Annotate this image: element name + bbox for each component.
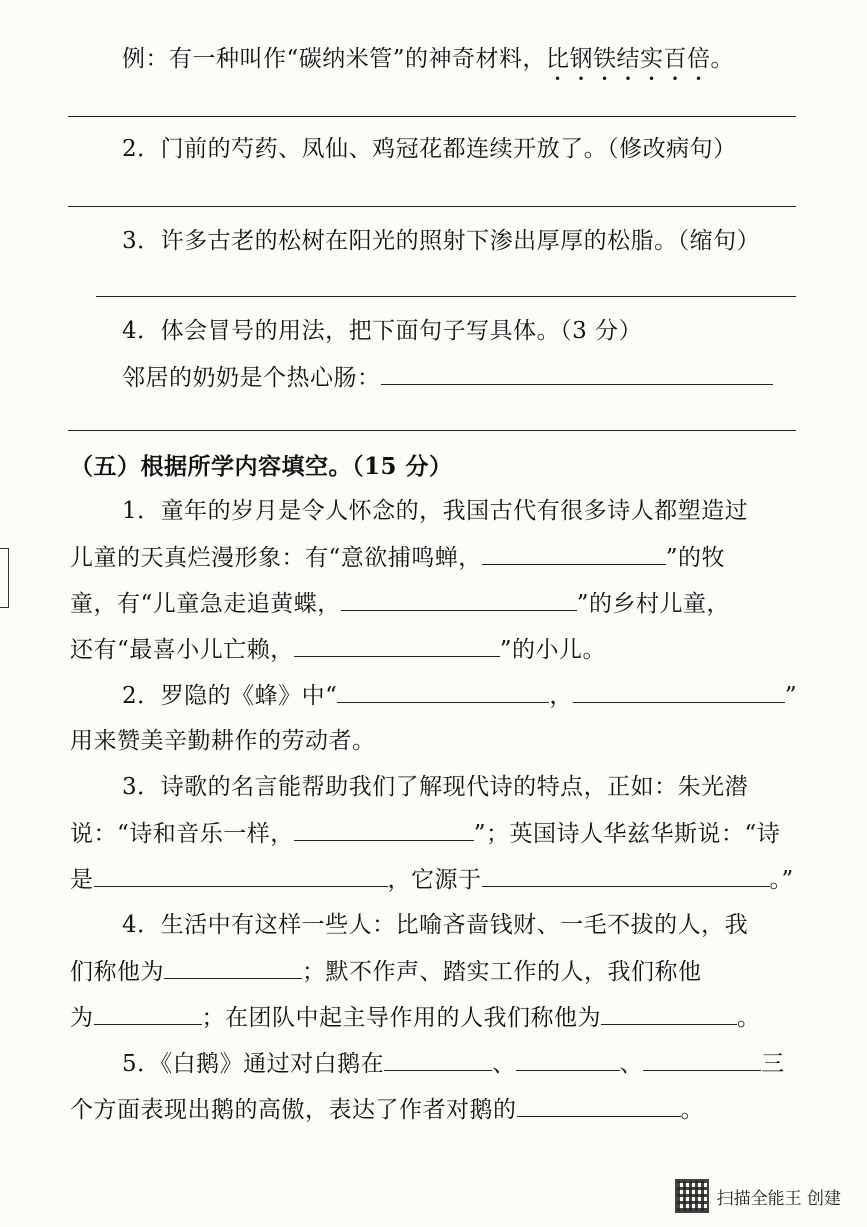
scanner-app-label: 扫描全能王 创建 [716,1188,841,1209]
example-sentence [122,44,734,86]
example-end: 。 [710,46,735,72]
question-4-4: 4．体会冒号的用法，把下面句子写具体。（3 分） [122,318,643,344]
answer-blank[interactable] [94,1002,202,1025]
q5-3-line2 [70,818,780,849]
text-segment: 。” [769,867,794,893]
text-segment: 个方面表现出鹅的高傲，表达了作者对鹅的 [70,1097,517,1123]
question-4-3: 3．许多古老的松树在阳光的照射下渗出厚厚的松脂。（缩句） [122,228,761,254]
q5-3-line3 [70,864,794,895]
text-segment: ”的乡村儿童， [576,591,731,617]
prompt-text: 邻居的奶奶是个热心肠： [122,365,381,391]
q5-5-line1 [122,1048,785,1079]
answer-blank[interactable] [94,864,388,887]
answer-blank[interactable] [482,864,770,887]
q5-4-line3 [70,1002,761,1033]
text-segment: 童，有“儿童急走追黄蝶， [70,591,341,617]
text-segment: 三 [761,1051,785,1077]
answer-line[interactable] [96,296,796,297]
answer-line[interactable] [68,116,796,117]
answer-blank[interactable] [294,818,474,841]
text-segment: 、 [492,1051,516,1077]
text-segment: ”的小儿。 [499,637,607,663]
q5-3-line1: 3．诗歌的名言能帮助我们了解现代诗的特点，正如：朱光潜 [122,774,749,800]
text-segment: 5．《白鹅》通过对白鹅在 [122,1051,385,1077]
text-segment: 、 [619,1051,644,1077]
answer-blank[interactable] [517,1094,681,1117]
question-4-4-prompt [122,362,773,393]
answer-blank[interactable] [482,542,666,565]
text-segment: 说：“诗和音乐一样， [70,821,294,847]
text-segment: 是 [70,867,94,893]
text-segment: ”；英国诗人华兹华斯说：“诗 [473,821,781,847]
text-segment: ， [549,683,573,709]
text-segment: 为 [70,1005,94,1031]
q5-1-line3 [70,588,730,619]
answer-blank[interactable] [516,1048,620,1071]
text-segment: 。 [680,1097,704,1123]
answer-blank[interactable] [381,362,773,385]
q5-1-line1: 1．童年的岁月是令人怀念的，我国古代有很多诗人都塑造过 [122,498,749,524]
section-5-title: （五）根据所学内容填空。（15 分） [70,453,453,480]
answer-blank[interactable] [337,680,549,703]
text-segment: ，它源于 [387,867,482,893]
q5-1-line4 [70,634,606,665]
q5-1-line2 [70,542,725,573]
example-prefix: 例：有一种叫作“碳纳米管”的神奇材料， [122,46,547,72]
answer-blank[interactable] [341,588,577,611]
text-segment: 2．罗隐的《蜂》中“ [122,683,338,709]
answer-line[interactable] [68,206,796,207]
answer-blank[interactable] [164,956,302,979]
q5-2-line1 [122,680,797,711]
text-segment: 们称他为 [70,959,164,985]
binding-margin-mark [0,548,9,608]
answer-blank[interactable] [294,634,500,657]
text-segment: 还有“最喜小儿亡赖， [70,637,294,663]
scanner-watermark [675,1179,841,1213]
example-dotted-phrase: 比钢铁结实百倍 [546,46,711,72]
q5-4-line2 [70,956,702,987]
qr-code-icon [675,1179,709,1213]
text-segment: 儿童的天真烂漫形象：有“意欲捕鸣蝉， [70,545,482,571]
answer-blank[interactable] [643,1048,761,1071]
q5-4-line1: 4．生活中有这样一些人：比喻吝啬钱财、一毛不拔的人，我 [122,912,749,938]
answer-blank[interactable] [573,680,785,703]
answer-line[interactable] [68,430,796,431]
text-segment: 。 [737,1005,761,1031]
question-4-2: 2．门前的芍药、凤仙、鸡冠花都连续开放了。（修改病句） [122,136,737,162]
text-segment: ”的牧 [665,545,726,571]
answer-blank[interactable] [601,1002,737,1025]
q5-5-line2 [70,1094,704,1125]
text-segment: ” [784,683,798,709]
answer-blank[interactable] [384,1048,492,1071]
text-segment: ；在团队中起主导作用的人我们称他为 [201,1005,601,1031]
text-segment: ；默不作声、踏实工作的人，我们称他 [302,959,702,985]
q5-2-line2: 用来赞美辛勤耕作的劳动者。 [70,728,376,754]
